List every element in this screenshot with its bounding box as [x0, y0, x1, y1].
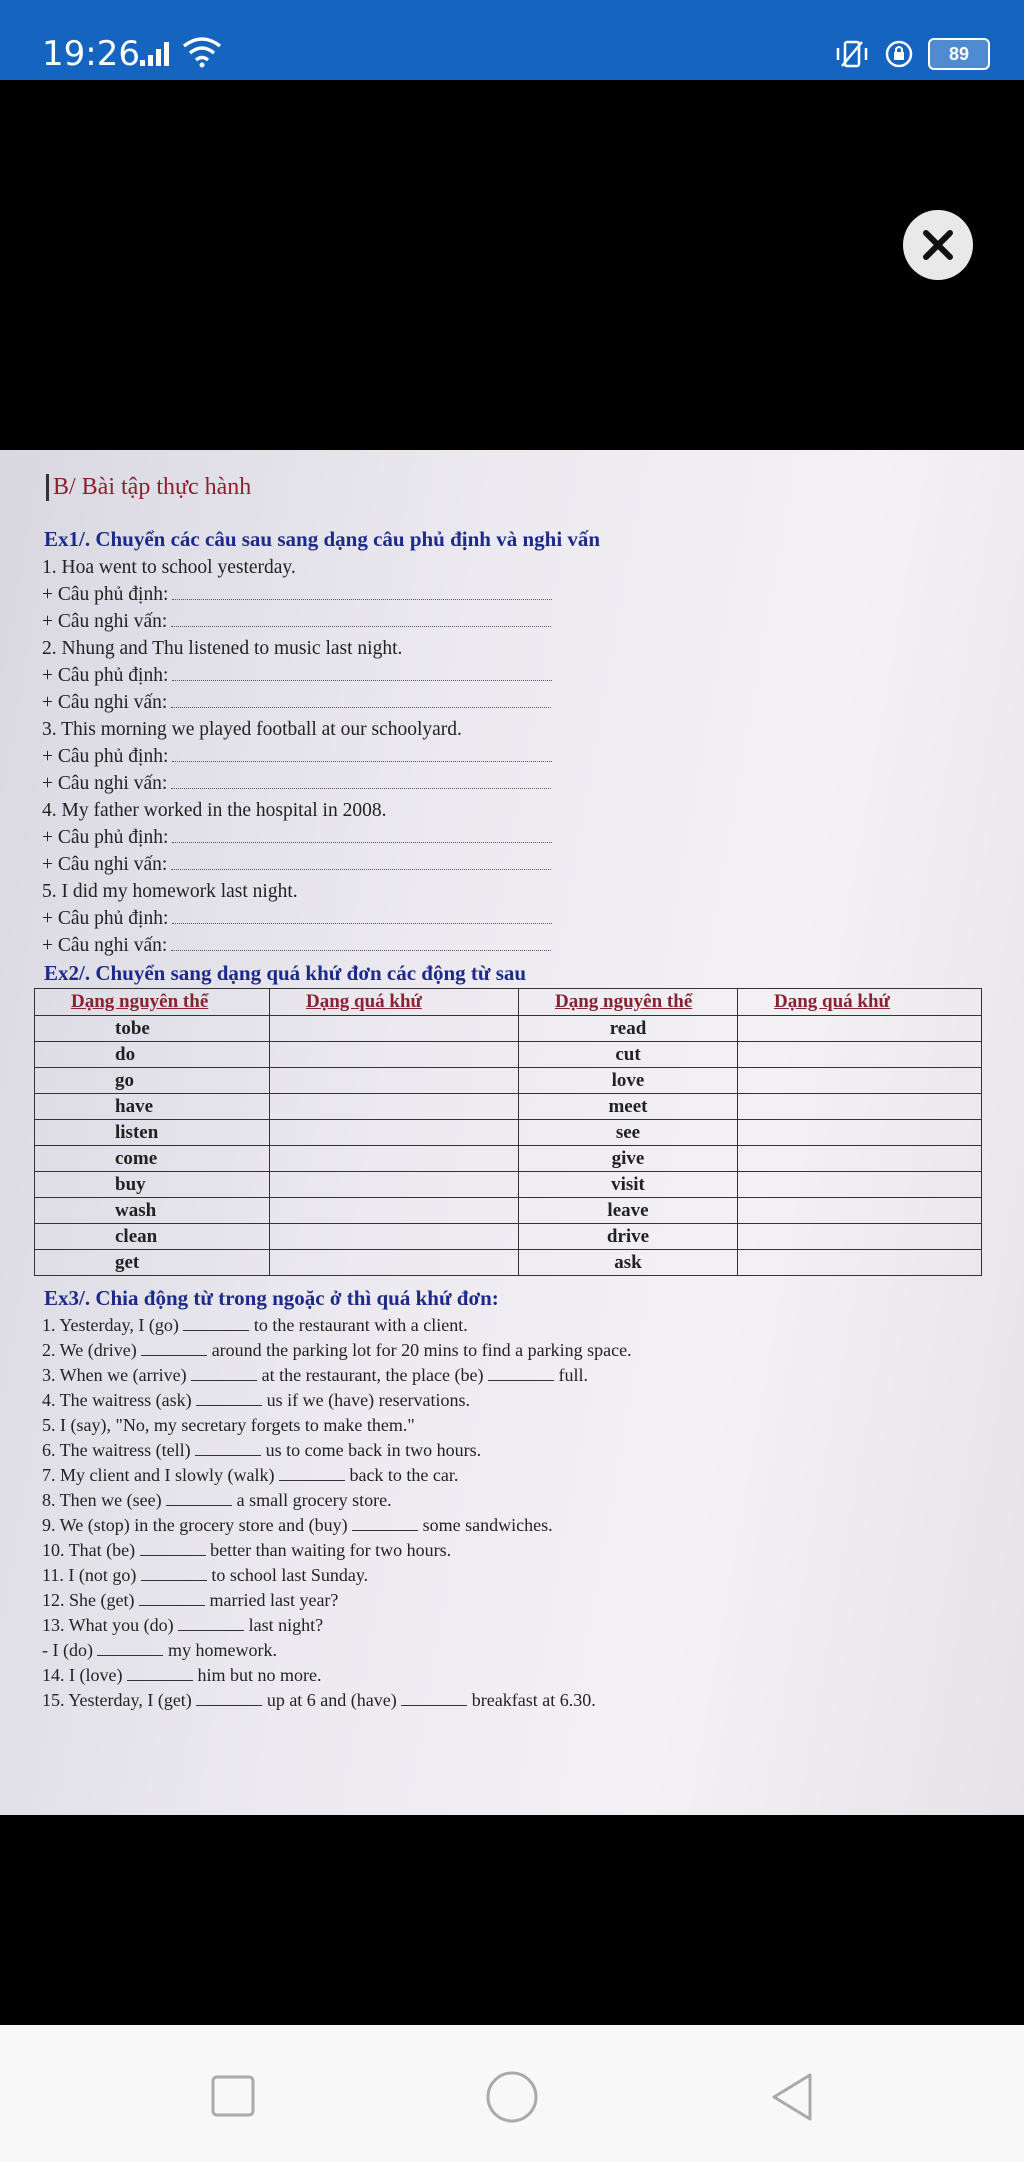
- answer-blank: [171, 774, 551, 789]
- ex1-heading: Ex1/. Chuyển các câu sau sang dạng câu phủ định và nghi vấn: [44, 527, 601, 551]
- answer-cell: [738, 1094, 982, 1120]
- worksheet-photo[interactable]: [0, 450, 1024, 1815]
- table-row: [35, 1198, 982, 1224]
- ex3-item: [42, 1638, 1002, 1663]
- item-text: 5. I (say), "No, my secretary forgets to make them.": [42, 1415, 415, 1435]
- table-row: [35, 1016, 982, 1042]
- close-button[interactable]: [903, 210, 973, 280]
- verb-cell: give: [519, 1146, 738, 1172]
- ex3-item: [42, 1538, 1002, 1563]
- question-line: [42, 851, 1002, 878]
- ex3-item: [42, 1663, 1002, 1688]
- item-text: him but no more.: [197, 1665, 322, 1685]
- ex3-item: [42, 1338, 1002, 1363]
- table-row: [35, 1224, 982, 1250]
- answer-cell: [270, 1250, 519, 1276]
- item-text: to the restaurant with a client.: [253, 1315, 468, 1335]
- verb-cell: drive: [519, 1224, 738, 1250]
- ex1-list: [42, 554, 1002, 959]
- table-row: [35, 1146, 982, 1172]
- verb-cell: buy: [35, 1172, 270, 1198]
- answer-cell: [270, 1120, 519, 1146]
- answer-blank: [195, 1443, 261, 1456]
- image-viewer: [0, 80, 1024, 2025]
- item-text: 11. I (not go): [42, 1565, 137, 1585]
- table-row: [35, 1042, 982, 1068]
- worksheet: [42, 474, 1002, 1713]
- line-label: + Câu phủ định:: [42, 665, 169, 686]
- verb-cell: wash: [35, 1198, 270, 1224]
- answer-blank: [139, 1593, 205, 1606]
- table-header: Dạng nguyên thể: [35, 989, 270, 1016]
- answer-blank: [166, 1493, 232, 1506]
- item-text: a small grocery store.: [236, 1490, 392, 1510]
- item-text: up at 6 and (have): [266, 1690, 397, 1710]
- verb-cell: cut: [519, 1042, 738, 1068]
- answer-blank: [172, 828, 552, 843]
- answer-blank: [196, 1393, 262, 1406]
- answer-blank: [171, 936, 551, 951]
- item-text: some sandwiches.: [422, 1515, 553, 1535]
- vibrate-icon: [834, 39, 870, 69]
- question-line: [42, 932, 1002, 959]
- signal-icon: [140, 40, 169, 66]
- item-text: 9. We (stop) in the grocery store and (buy): [42, 1515, 348, 1535]
- answer-blank: [97, 1643, 163, 1656]
- answer-blank: [183, 1318, 249, 1331]
- item-text: us if we (have) reservations.: [266, 1390, 471, 1410]
- item-text: 10. That (be): [42, 1540, 136, 1560]
- negative-line: [42, 824, 1002, 851]
- answer-cell: [270, 1068, 519, 1094]
- item-text: better than waiting for two hours.: [210, 1540, 452, 1560]
- ex3: [42, 1286, 1002, 1713]
- answer-cell: [738, 1146, 982, 1172]
- question-line: [42, 608, 1002, 635]
- answer-cell: [738, 1250, 982, 1276]
- ex3-heading: Ex3/. Chia động từ trong ngoặc ở thì quá khứ đơn:: [44, 1286, 499, 1310]
- item-text: married last year?: [209, 1590, 339, 1610]
- answer-blank: [279, 1468, 345, 1481]
- battery-icon: [928, 38, 990, 70]
- status-bar: [0, 0, 1024, 80]
- line-label: + Câu nghi vấn:: [42, 935, 168, 956]
- answer-cell: [738, 1068, 982, 1094]
- answer-blank: [172, 585, 552, 600]
- answer-cell: [270, 1094, 519, 1120]
- ex1-sentence: 4. My father worked in the hospital in 2008.: [42, 800, 387, 821]
- answer-cell: [270, 1224, 519, 1250]
- answer-blank: [488, 1368, 554, 1381]
- verb-cell: come: [35, 1146, 270, 1172]
- battery-level: 89: [948, 43, 970, 64]
- verb-cell: see: [519, 1120, 738, 1146]
- table-header: Dạng quá khứ: [738, 989, 982, 1016]
- verb-cell: listen: [35, 1120, 270, 1146]
- verb-cell: do: [35, 1042, 270, 1068]
- table-header: Dạng quá khứ: [270, 989, 519, 1016]
- item-text: - I (do): [42, 1640, 93, 1660]
- item-text: to school last Sunday.: [211, 1565, 369, 1585]
- item-text: 1. Yesterday, I (go): [42, 1315, 179, 1335]
- ex3-item: [42, 1513, 1002, 1538]
- recents-button[interactable]: [203, 2067, 263, 2127]
- ex3-item: [42, 1388, 1002, 1413]
- ex1-sentence: 5. I did my homework last night.: [42, 881, 298, 902]
- answer-blank: [352, 1518, 418, 1531]
- answer-cell: [270, 1198, 519, 1224]
- verb-cell: read: [519, 1016, 738, 1042]
- lock-rotation-icon: [884, 39, 914, 69]
- verb-cell: meet: [519, 1094, 738, 1120]
- item-text: my homework.: [167, 1640, 277, 1660]
- answer-blank: [196, 1693, 262, 1706]
- item-text: us to come back in two hours.: [265, 1440, 482, 1460]
- item-text: around the parking lot for 20 mins to find a parking space.: [211, 1340, 632, 1360]
- verb-cell: go: [35, 1068, 270, 1094]
- line-label: + Câu nghi vấn:: [42, 854, 168, 875]
- answer-blank: [401, 1693, 467, 1706]
- negative-line: [42, 662, 1002, 689]
- answer-blank: [191, 1368, 257, 1381]
- table-row: [35, 1250, 982, 1276]
- item-text: 4. The waitress (ask): [42, 1390, 192, 1410]
- line-label: + Câu phủ định:: [42, 827, 169, 848]
- item-text: back to the car.: [349, 1465, 459, 1485]
- item-text: 14. I (love): [42, 1665, 123, 1685]
- ex1-sentence: 1. Hoa went to school yesterday.: [42, 557, 296, 578]
- ex3-item: [42, 1563, 1002, 1588]
- answer-cell: [270, 1042, 519, 1068]
- verb-cell: get: [35, 1250, 270, 1276]
- table-row: [35, 1094, 982, 1120]
- item-text: 6. The waitress (tell): [42, 1440, 191, 1460]
- line-label: + Câu nghi vấn:: [42, 773, 168, 794]
- line-label: + Câu nghi vấn:: [42, 611, 168, 632]
- answer-blank: [171, 855, 551, 870]
- worksheet-title: B/ Bài tập thực hành: [46, 474, 1002, 501]
- answer-cell: [270, 1016, 519, 1042]
- line-label: + Câu phủ định:: [42, 908, 169, 929]
- item-text: 2. We (drive): [42, 1340, 137, 1360]
- answer-blank: [171, 612, 551, 627]
- back-button[interactable]: [762, 2067, 822, 2127]
- answer-cell: [738, 1224, 982, 1250]
- item-text: 15. Yesterday, I (get): [42, 1690, 192, 1710]
- answer-cell: [270, 1172, 519, 1198]
- verb-cell: love: [519, 1068, 738, 1094]
- question-line: [42, 770, 1002, 797]
- ex3-item: [42, 1438, 1002, 1463]
- table-row: [35, 1172, 982, 1198]
- verb-cell: ask: [519, 1250, 738, 1276]
- ex3-item: [42, 1588, 1002, 1613]
- item-text: 12. She (get): [42, 1590, 135, 1610]
- negative-line: [42, 581, 1002, 608]
- negative-line: [42, 743, 1002, 770]
- answer-cell: [738, 1016, 982, 1042]
- table-row: [35, 1120, 982, 1146]
- question-line: [42, 689, 1002, 716]
- verb-cell: have: [35, 1094, 270, 1120]
- ex3-item: [42, 1363, 1002, 1388]
- verb-cell: leave: [519, 1198, 738, 1224]
- home-button[interactable]: [482, 2067, 542, 2127]
- item-text: last night?: [248, 1615, 324, 1635]
- answer-blank: [141, 1343, 207, 1356]
- answer-blank: [172, 666, 552, 681]
- item-text: 8. Then we (see): [42, 1490, 162, 1510]
- navigation-bar: [0, 2025, 1024, 2162]
- answer-blank: [141, 1568, 207, 1581]
- answer-blank: [172, 909, 552, 924]
- answer-blank: [140, 1543, 206, 1556]
- verb-cell: visit: [519, 1172, 738, 1198]
- negative-line: [42, 905, 1002, 932]
- item-text: at the restaurant, the place (be): [261, 1365, 484, 1385]
- answer-cell: [738, 1172, 982, 1198]
- line-label: + Câu phủ định:: [42, 584, 169, 605]
- verb-cell: clean: [35, 1224, 270, 1250]
- table-header: Dạng nguyên thể: [519, 989, 738, 1016]
- ex3-item: [42, 1463, 1002, 1488]
- ex3-item: [42, 1613, 1002, 1638]
- line-label: + Câu phủ định:: [42, 746, 169, 767]
- ex2-heading: Ex2/. Chuyển sang dạng quá khứ đơn các động từ sau: [44, 961, 527, 985]
- answer-cell: [738, 1198, 982, 1224]
- item-text: full.: [558, 1365, 588, 1385]
- item-text: 3. When we (arrive): [42, 1365, 187, 1385]
- close-icon: [921, 228, 955, 262]
- answer-blank: [171, 693, 551, 708]
- ex3-item: [42, 1488, 1002, 1513]
- wifi-icon: [182, 36, 222, 68]
- answer-cell: [270, 1146, 519, 1172]
- status-time: 19:26: [42, 34, 140, 74]
- answer-cell: [738, 1042, 982, 1068]
- ex3-item: [42, 1688, 1002, 1713]
- ex1-sentence: 3. This morning we played football at our schoolyard.: [42, 719, 462, 740]
- item-text: breakfast at 6.30.: [471, 1690, 596, 1710]
- answer-blank: [172, 747, 552, 762]
- answer-blank: [127, 1668, 193, 1681]
- verb-table: [34, 988, 982, 1276]
- line-label: + Câu nghi vấn:: [42, 692, 168, 713]
- ex1-sentence: 2. Nhung and Thu listened to music last night.: [42, 638, 403, 659]
- table-row: [35, 1068, 982, 1094]
- verb-cell: tobe: [35, 1016, 270, 1042]
- ex3-list: [42, 1313, 1002, 1713]
- answer-cell: [738, 1120, 982, 1146]
- ex3-item: [42, 1313, 1002, 1338]
- item-text: 7. My client and I slowly (walk): [42, 1465, 275, 1485]
- item-text: 13. What you (do): [42, 1615, 174, 1635]
- ex3-item: [42, 1413, 1002, 1438]
- answer-blank: [178, 1618, 244, 1631]
